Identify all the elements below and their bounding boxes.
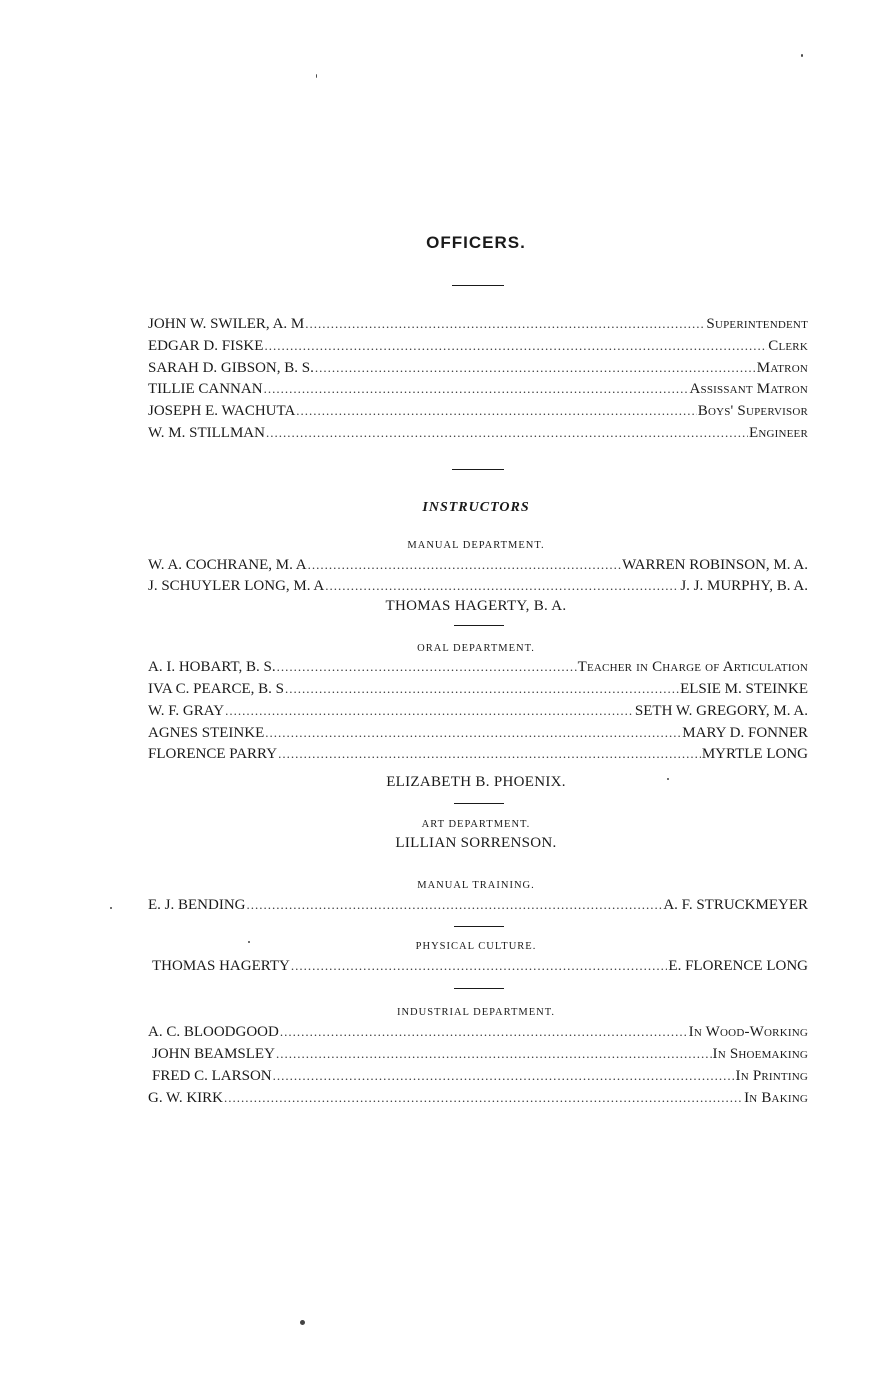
instructor-name: W. A. COCHRANE, M. A	[148, 557, 307, 573]
industrial-department-heading: INDUSTRIAL DEPARTMENT.	[396, 1007, 556, 1018]
scan-speck	[300, 1320, 305, 1325]
dot-leader	[308, 557, 622, 573]
instructor-name: E. FLORENCE LONG	[668, 958, 808, 974]
officer-role: Engineer	[748, 425, 808, 441]
officer-name: JOSEPH E. WACHUTA	[148, 403, 296, 419]
instructor-row	[152, 1046, 808, 1066]
instructor-name: MARY D. FONNER	[682, 725, 808, 741]
instructor-row	[148, 703, 808, 723]
instructor-name: A. I. HOBART, B. S.	[148, 659, 276, 675]
scan-speck	[316, 74, 317, 78]
instructor-name: FLORENCE PARRY	[148, 746, 278, 762]
officer-name: TILLIE CANNAN	[148, 381, 263, 397]
dot-leader	[264, 381, 689, 397]
dot-leader	[266, 425, 748, 441]
dot-leader	[273, 1068, 735, 1084]
divider	[452, 285, 504, 286]
instructor-name: MYRTLE LONG	[701, 746, 808, 762]
dot-leader	[225, 703, 634, 719]
page-title: OFFICERS.	[426, 233, 526, 252]
physical-culture-heading: PHYSICAL CULTURE.	[415, 941, 537, 952]
instructor-name: J. SCHUYLER LONG, M. A	[148, 578, 325, 594]
officer-row	[148, 425, 808, 445]
divider	[452, 469, 504, 470]
instructor-name: E. J. BENDING	[148, 897, 246, 913]
instructor-row	[148, 1090, 808, 1110]
instructor-name: WARREN ROBINSON, M. A.	[622, 557, 808, 573]
art-department-heading: ART DEPARTMENT.	[421, 819, 531, 830]
officer-name: EDGAR D. FISKE	[148, 338, 264, 354]
dot-leader	[278, 746, 701, 762]
manual-training-heading: MANUAL TRAINING.	[417, 880, 535, 891]
scan-speck	[801, 54, 803, 57]
instructor-trade: In Printing	[735, 1068, 808, 1084]
dot-leader	[325, 578, 679, 594]
instructor-name: AGNES STEINKE	[148, 725, 265, 741]
dot-leader	[264, 338, 767, 354]
instructor-name-centered: ELIZABETH B. PHOENIX.	[386, 774, 566, 790]
scan-speck	[667, 778, 669, 780]
instructor-name-centered: LILLIAN SORRENSON.	[395, 835, 557, 851]
instructor-name: W. F. GRAY	[148, 703, 225, 719]
officer-row	[148, 360, 808, 380]
instructor-row	[152, 1068, 808, 1088]
instructor-trade: In Baking	[744, 1090, 808, 1106]
dot-leader	[265, 725, 681, 741]
dot-leader	[285, 681, 679, 697]
divider	[454, 926, 504, 927]
officer-row	[148, 316, 808, 336]
officer-name: JOHN W. SWILER, A. M	[148, 316, 305, 332]
instructor-row	[148, 746, 808, 766]
scan-speck	[248, 941, 250, 943]
instructor-row	[148, 1024, 808, 1044]
dot-leader	[277, 659, 577, 675]
officer-role: Superintendent	[706, 316, 808, 332]
oral-department-heading: ORAL DEPARTMENT.	[417, 643, 535, 654]
dot-leader	[305, 316, 705, 332]
instructor-trade: In Wood-Working	[688, 1024, 808, 1040]
instructor-row	[152, 958, 808, 978]
instructor-row	[148, 897, 808, 917]
scan-speck	[110, 907, 112, 909]
dot-leader	[280, 1024, 688, 1040]
instructor-row	[148, 725, 808, 745]
dot-leader	[315, 360, 756, 376]
instructor-name: A. F. STRUCKMEYER	[663, 897, 808, 913]
instructor-name-centered: THOMAS HAGERTY, B. A.	[385, 598, 567, 614]
officer-role: Matron	[756, 360, 808, 376]
instructor-row	[148, 659, 808, 679]
instructors-heading: INSTRUCTORS	[422, 500, 530, 515]
instructor-row	[148, 681, 808, 701]
officer-row	[148, 381, 808, 401]
instructor-row	[148, 557, 808, 577]
divider	[454, 803, 504, 804]
instructor-row	[148, 578, 808, 598]
instructor-name: JOHN BEAMSLEY	[152, 1046, 275, 1062]
officer-name: W. M. STILLMAN	[148, 425, 265, 441]
manual-department-heading: MANUAL DEPARTMENT.	[407, 540, 545, 551]
divider	[454, 625, 504, 626]
instructor-name: FRED C. LARSON	[152, 1068, 272, 1084]
divider	[454, 988, 504, 989]
dot-leader	[296, 403, 696, 419]
dot-leader	[247, 897, 663, 913]
instructor-trade: In Shoemaking	[712, 1046, 808, 1062]
instructor-name: IVA C. PEARCE, B. S	[148, 681, 285, 697]
instructor-name: G. W. KIRK	[148, 1090, 224, 1106]
officer-row	[148, 338, 808, 358]
dot-leader	[276, 1046, 712, 1062]
instructor-name: THOMAS HAGERTY	[152, 958, 290, 974]
dot-leader	[291, 958, 668, 974]
instructor-name: SETH W. GREGORY, M. A.	[634, 703, 808, 719]
instructor-role: Teacher in Charge of Articulation	[577, 659, 808, 675]
officer-role: Assissant Matron	[689, 381, 808, 397]
officer-role: Clerk	[768, 338, 808, 354]
dot-leader	[224, 1090, 743, 1106]
officer-role: Boys' Supervisor	[697, 403, 808, 419]
instructor-name: ELSIE M. STEINKE	[680, 681, 808, 697]
instructor-name: A. C. BLOODGOOD	[148, 1024, 279, 1040]
officer-name: SARAH D. GIBSON, B. S.	[148, 360, 314, 376]
officer-row	[148, 403, 808, 423]
instructor-name: J. J. MURPHY, B. A.	[680, 578, 808, 594]
